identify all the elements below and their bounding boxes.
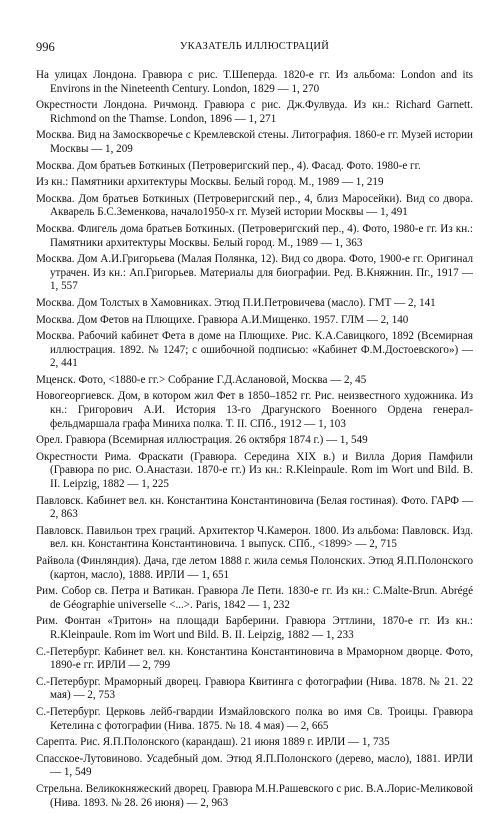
index-entry: Москва. Дом А.И.Григорьева (Малая Полянка, 12). Вид со двора. Фото, 1900-е гг. Оригинал утрачен. Из кн.: Ап.Григорьев. Материалы для биографии. Ред. В.Княжнин. Пг., 1917 — 1, 557: [36, 253, 473, 293]
index-entry: Окрестности Рима. Фраскати (Гравюра. Середина XIX в.) и Вилла Дория Памфили (Гравюра по рис. О.Анастази. 1870-е гг.) Из кн.: R.Kleinpaule. Rom im Wort und Bild. B. II. Leipzig, 1882 — 1, 225: [36, 450, 473, 491]
index-entry: Москва. Дом Толстых в Хамовниках. Этюд П.И.Петровичева (масло). ГМТ — 2, 141: [36, 296, 436, 309]
index-entry: Орел. Гравюра (Всемирная иллюстрация. 26 октября 1874 г.) — 1, 549: [36, 434, 368, 447]
index-entry: Рим. Собор св. Петра и Ватикан. Гравюра Ле Пети. 1830-е гг. Из кн.: C.Malte-Brun. Abrégé de Géographie universelle <...>. Paris, 1842 — 1, 232: [36, 585, 473, 611]
page-header: [36, 40, 473, 56]
illustration-index-list: [36, 69, 473, 810]
index-entry: На улицах Лондона. Гравюра с рис. Т.Шеперда. 1820-е гг. Из альбома: London and its Environs in the Nineteenth Century. London, 1829 — 1, 270: [36, 69, 473, 95]
index-entry: Из кн.: Памятники архитектуры Москвы. Белый город. М., 1989 — 1, 219: [36, 176, 384, 189]
index-entry: Мценск. Фото, <1880-е гг.> Собрание Г.Д.Аслановой, Москва — 2, 45: [36, 373, 367, 386]
index-entry: Москва. Дом братьев Боткиных (Петроверигский пер., 4). Фасад. Фото. 1980-е гг.: [36, 159, 421, 172]
index-entry: Спасское-Лутовиново. Усадебный дом. Этюд Я.П.Полонского (дерево, масло), 1881. ИРЛИ — 1, 549: [36, 752, 473, 779]
index-entry: Москва. Дом Фетов на Плющихе. Гравюра А.И.Мищенко. 1957. ГЛМ — 2, 140: [36, 313, 409, 326]
index-entry: Стрельна. Великокняжеский дворец. Гравюра М.Н.Рашевского с рис. В.А.Лорис-Меликовой (Нива. 1893. № 28. 26 июня) — 2, 963: [36, 782, 473, 809]
index-entry: С.-Петербург. Кабинет вел. кн. Константина Константиновича в Мраморном дворце. Фото, 1890-е гг. ИРЛИ — 2, 799: [36, 645, 473, 672]
running-title: УКАЗАТЕЛЬ ИЛЛЮСТРАЦИЙ: [179, 41, 330, 52]
index-entry: Москва. Дом братьев Боткиных (Петроверигский пер., 4, близ Маросейки). Вид со двора. Акварель Б.С.Земенкова, начало1950-х гг. Музей истории Москвы — 1, 491: [36, 192, 473, 219]
index-entry: Райвола (Финляндия). Дача, где летом 1888 г. жила семья Полонских. Этюд Я.П.Полонского (картон, масло), 1888. ИРЛИ — 1, 651: [36, 555, 473, 581]
index-entry: Рим. Фонтан «Тритон» на площади Барберини. Гравюра Эттлини, 1870-е гг. Из кн.: R.Kleinpaule. Rom im Wort und Bild. B. II. Leipzig, 1882 — 1, 233: [36, 615, 473, 641]
index-entry: Павловск. Павильон трех граций. Архитектор Ч.Камерон. 1800. Из альбома: Павловск. Изд. вел. кн. Константина Константиновича. 1 выпуск. СПб., <1899> — 2, 715: [36, 524, 473, 551]
index-entry: С.-Петербург. Мраморный дворец. Гравюра Квитинга с фотографии (Нива. 1878. № 21. 22 мая) — 2, 753: [36, 675, 473, 702]
page-number: 996: [36, 40, 55, 54]
index-entry: Павловск. Кабинет вел. кн. Константина Константиновича (Белая гостиная). Фото. ГАРФ — 2, 863: [36, 494, 473, 521]
index-entry: Сарепта. Рис. Я.П.Полонского (карандаш). 21 июня 1889 г. ИРЛИ — 1, 735: [36, 736, 390, 749]
index-entry: Москва. Флигель дома братьев Боткиных. (Петроверигский пер., 4). Фото, 1980-е гг. Из кн.: Памятники архитектуры Москвы. Белый город. М., 1989 — 1, 363: [36, 222, 473, 249]
index-entry: С.-Петербург. Церковь лейб-гвардии Измайловского полка во имя Св. Троицы. Гравюра Кетелина с фотографии (Нива. 1875. № 18. 4 мая) — 2, 665: [36, 705, 473, 732]
index-entry: Москва. Рабочий кабинет Фета в доме на Плющихе. Рис. К.А.Савицкого, 1892 (Всемирная иллюстрация. 1892. № 1247; с ошибочной подписью: «Кабинет Ф.М.Достоевского») — 2, 441: [36, 330, 473, 370]
index-entry: Москва. Вид на Замоскворечье с Кремлевской стены. Литография. 1860-е гг. Музей истории Москвы — 1, 209: [36, 129, 473, 155]
document-page: [36, 40, 473, 813]
index-entry: Новогеоргиевск. Дом, в котором жил Фет в 1850–1852 гг. Рис. неизвестного художника. Из кн.: Григорович А.И. История 13-го Драгунского Военного Ордена генерал-фельдмаршала графа Миниха полка. Т. II. СПб., 1912 — 1, 103: [36, 390, 473, 430]
index-entry: Окрестности Лондона. Ричмонд. Гравюра с рис. Дж.Фулвуда. Из кн.: Richard Garnett. Richmond on the Thamse. London, 1896 — 1, 271: [36, 99, 473, 125]
